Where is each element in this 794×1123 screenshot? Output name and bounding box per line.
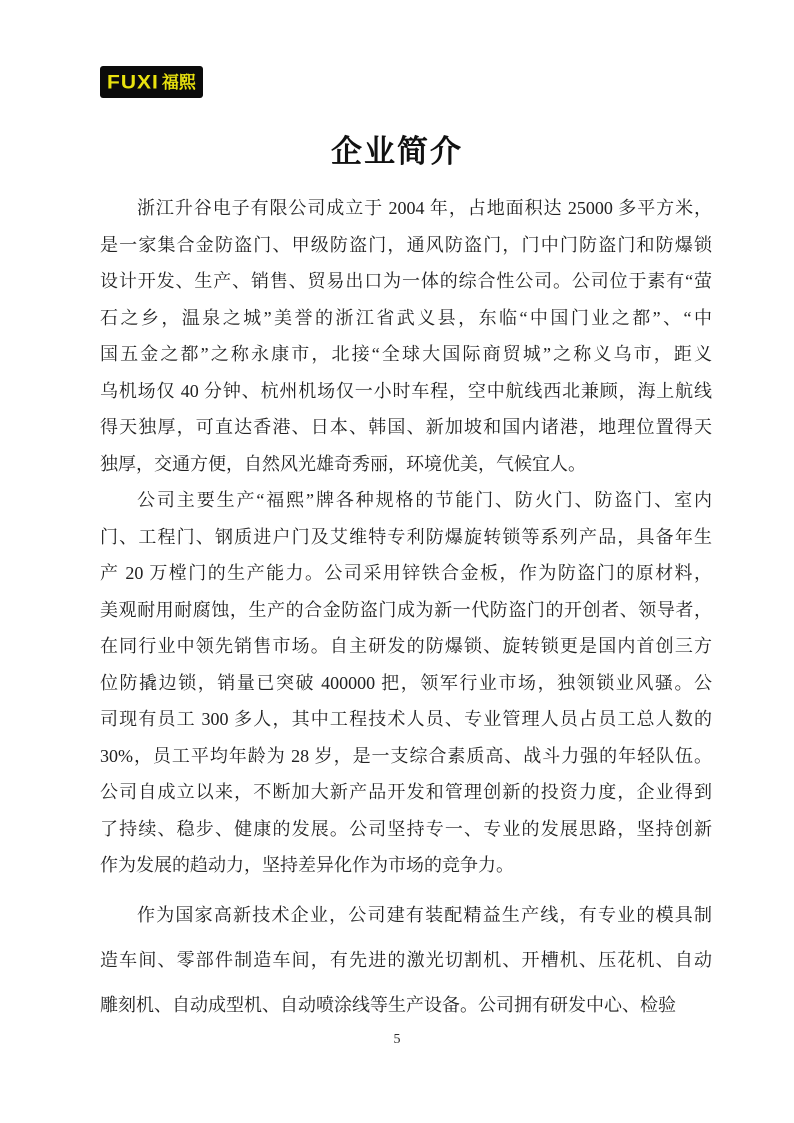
- text-line: 在同行业中领先销售市场。自主研发的防爆锁、旋转锁更是国内首创三方: [100, 636, 712, 656]
- text-line: 位防撬边锁，销量已突破 400000 把，领军行业市场，独领锁业风骚。公: [100, 672, 712, 693]
- text-line: 产 20 万樘门的生产能力。公司采用锌铁合金板，作为防盗门的原材料，: [100, 563, 712, 583]
- text-line: 得天独厚，可直达香港、日本、韩国、新加坡和国内诸港，地理位置得天: [100, 417, 712, 437]
- text-line: 30%，员工平均年龄为 28 岁，是一支综合素质高、战斗力强的年轻队伍。: [100, 745, 712, 766]
- text-line: 门、工程门、钢质进户门及艾维特专利防爆旋转锁等系列产品，具备年生: [100, 526, 712, 547]
- text-line: 美观耐用耐腐蚀，生产的合金防盗门成为新一代防盗门的开创者、领导者，: [100, 599, 712, 620]
- text-line: 作为发展的趋动力，坚持差异化作为市场的竞争力。: [100, 855, 514, 875]
- paragraph: [100, 190, 712, 482]
- text-line: 设计开发、生产、销售、贸易出口为一体的综合性公司。公司位于素有“萤: [100, 271, 712, 291]
- text-line: 公司自成立以来，不断加大新产品开发和管理创新的投资力度，企业得到: [100, 782, 712, 802]
- text-line: 了持续、稳步、健康的发展。公司坚持专一、专业的发展思路，坚持创新: [100, 818, 712, 839]
- text-line: 作为国家高新技术企业，公司建有装配精益生产线，有专业的模具制: [137, 904, 712, 925]
- paragraph: [100, 893, 712, 1028]
- text-line: 浙江升谷电子有限公司成立于 2004 年，占地面积达 25000 多平方米，: [137, 198, 712, 218]
- text-line: 独厚，交通方便，自然风光雄奇秀丽，环境优美，气候宜人。: [100, 453, 586, 474]
- text-line: 公司主要生产“福熙”牌各种规格的节能门、防火门、防盗门、室内: [137, 490, 712, 510]
- text-line: 是一家集合金防盗门、甲级防盗门，通风防盗门，门中门防盗门和防爆锁: [100, 234, 712, 255]
- page-title: 企业简介: [331, 134, 463, 169]
- fuxi-logo: [100, 66, 203, 98]
- logo-cjk-text: 福熙: [161, 72, 196, 92]
- paragraph: [100, 482, 712, 884]
- text-line: 国五金之都”之称永康市，北接“全球大国际商贸城”之称义乌市，距义: [100, 344, 712, 364]
- text-line: 石之乡，温泉之城”美誉的浙江省武义县，东临“中国门业之都”、“中: [100, 307, 712, 328]
- logo-latin-text: FUXI: [107, 71, 159, 93]
- text-line: 造车间、零部件制造车间，有先进的激光切割机、开槽机、压花机、自动: [100, 949, 712, 970]
- text-line: 雕刻机、自动成型机、自动喷涂线等生产设备。公司拥有研发中心、检验: [100, 994, 676, 1015]
- text-line: 乌机场仅 40 分钟、杭州机场仅一小时车程，空中航线西北兼顾，海上航线: [100, 380, 712, 401]
- page-number: 5: [393, 1032, 401, 1047]
- document-body: [100, 190, 712, 1028]
- text-line: 司现有员工 300 多人，其中工程技术人员、专业管理人员占员工总人数的: [100, 709, 712, 729]
